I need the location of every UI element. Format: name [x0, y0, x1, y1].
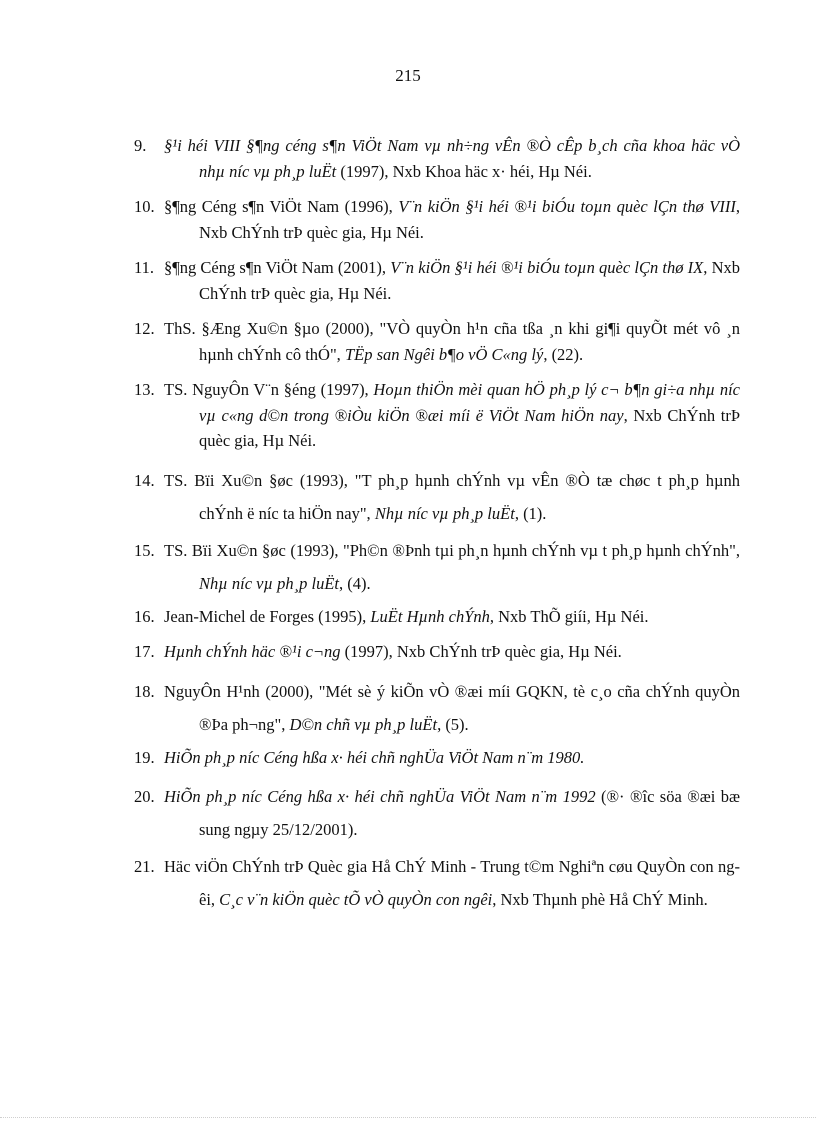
reference-list — [134, 133, 740, 920]
reference-item — [134, 377, 740, 454]
reference-title: Nhµ níc vµ ph¸p luËt — [199, 573, 339, 593]
reference-item — [134, 255, 740, 306]
reference-number: 21. — [134, 857, 155, 876]
reference-title: D©n chñ vµ ph¸p luËt — [289, 714, 438, 734]
reference-item — [134, 534, 740, 600]
reference-title: C¸c v¨n kiÖn quèc tÕ vÒ quyÒn con ngêi — [219, 890, 493, 909]
reference-item — [134, 464, 740, 530]
reference-number: 13. — [134, 380, 155, 399]
reference-number: 11. — [134, 258, 155, 277]
reference-title: HiÕn ph¸p níc Céng hßa x· héi chñ nghÜa ViÖt Nam n¨m 1980. — [164, 747, 585, 767]
reference-item — [134, 194, 740, 245]
reference-text: , Nxb ChÝnh trÞ quèc gia, Hµ Néi. — [199, 197, 740, 242]
reference-title: HiÕn ph¸p níc Céng hßa x· héi chñ nghÜa ViÖt Nam n¨m 1992 — [164, 787, 596, 806]
reference-title: Hµnh chÝnh häc ®¹i c¬ng — [164, 642, 341, 661]
reference-text: , Nxb ThÕ giíi, Hµ Néi. — [489, 606, 649, 626]
reference-text: TS. Bïi Xu©n §øc (1993), "Ph©n ®Þnh tµi ph¸n hµnh chÝnh vµ t ph¸p hµnh chÝnh", — [164, 540, 740, 560]
reference-text: TS. Bïi Xu©n §øc (1993), "T ph¸p hµnh chÝnh vµ vÊn ®Ò tæ chøc t ph¸p hµnh chÝnh ë níc ta hiÖn nay", — [164, 470, 740, 523]
reference-text: §¶ng Céng s¶n ViÖt Nam (2001), — [164, 258, 391, 277]
reference-number: 15. — [134, 540, 155, 560]
reference-number: 19. — [134, 747, 155, 767]
reference-item — [134, 675, 740, 741]
reference-text: , Nxb ChÝnh trÞ quèc gia, Hµ Néi. — [199, 405, 740, 450]
reference-text: NguyÔn H¹nh (2000), "Mét sè ý kiÕn vÒ ®æi míi GQKN, tè c¸o cña chÝnh quyÒn ®Þa ph¬ng", — [164, 681, 740, 734]
reference-item — [134, 780, 740, 846]
reference-item — [134, 850, 740, 916]
reference-number: 17. — [134, 642, 155, 661]
reference-title: Hoµn thiÖn mèi quan hÖ ph¸p lý c¬ b¶n gi÷a nhµ níc vµ c«ng d©n trong ®iÒu kiÖn ®æi míi ë ViÖt Nam hiÖn nay — [199, 380, 740, 425]
reference-text: (1997), Nxb ChÝnh trÞ quèc gia, Hµ Néi. — [340, 642, 622, 661]
reference-title: LuËt Hµnh chÝnh — [370, 606, 490, 626]
reference-number: 16. — [134, 606, 155, 626]
reference-text: , (1). — [514, 503, 547, 523]
reference-title: V¨n kiÖn §¹i héi ®¹i biÓu toµn quèc lÇn thø VIII — [398, 197, 736, 216]
footer-divider — [0, 1117, 816, 1118]
reference-item — [134, 639, 740, 665]
reference-number: 12. — [134, 319, 155, 338]
reference-text: , (4). — [339, 573, 371, 593]
reference-number: 18. — [134, 681, 155, 701]
reference-text: TS. NguyÔn V¨n §éng (1997), — [164, 380, 374, 399]
reference-item — [134, 604, 740, 630]
reference-item — [134, 133, 740, 184]
reference-number: 14. — [134, 470, 155, 490]
reference-item — [134, 745, 740, 771]
reference-title: V¨n kiÖn §¹i héi ®¹i biÓu toµn quèc lÇn thø IX — [390, 258, 704, 277]
reference-number: 9. — [134, 136, 147, 155]
reference-text: , Nxb Thµnh phè Hå ChÝ Minh. — [492, 890, 708, 909]
reference-title: §¹i héi VIII §¶ng céng s¶n ViÖt Nam vµ nh÷ng vÊn ®Ò cÊp b¸ch cña khoa häc vÒ nhµ níc vµ ph¸p luËt — [164, 136, 740, 181]
reference-text: , Nxb ChÝnh trÞ quèc gia, Hµ Néi. — [199, 258, 740, 303]
reference-number: 10. — [134, 197, 155, 216]
reference-number: 20. — [134, 787, 155, 806]
page-number: 215 — [395, 66, 421, 85]
reference-item — [134, 316, 740, 367]
reference-title: Nhµ níc vµ ph¸p luËt — [374, 503, 515, 523]
reference-text: Jean-Michel de Forges (1995), — [164, 606, 371, 626]
reference-text: ThS. §Æng Xu©n §µo (2000), "VÒ quyÒn h¹n cña tßa ¸n khi gi¶i quyÕt mét vô ¸n hµnh chÝnh cô thÓ", — [164, 319, 740, 364]
reference-text: , (22). — [543, 344, 584, 364]
reference-text: §¶ng Céng s¶n ViÖt Nam (1996), — [164, 197, 399, 216]
reference-text: (1997), Nxb Khoa häc x· héi, Hµ Néi. — [336, 161, 592, 181]
reference-text: Häc viÖn ChÝnh trÞ Quèc gia Hå ChÝ Minh - Trung t©m Nghiªn cøu QuyÒn con ngêi, — [164, 857, 740, 909]
reference-text: , (5). — [437, 714, 469, 734]
reference-text: (®· ®îc söa ®æi bæ sung ngµy 25/12/2001). — [199, 787, 740, 839]
reference-title: TËp san Ngêi b¶o vÖ C«ng lý — [344, 344, 544, 364]
